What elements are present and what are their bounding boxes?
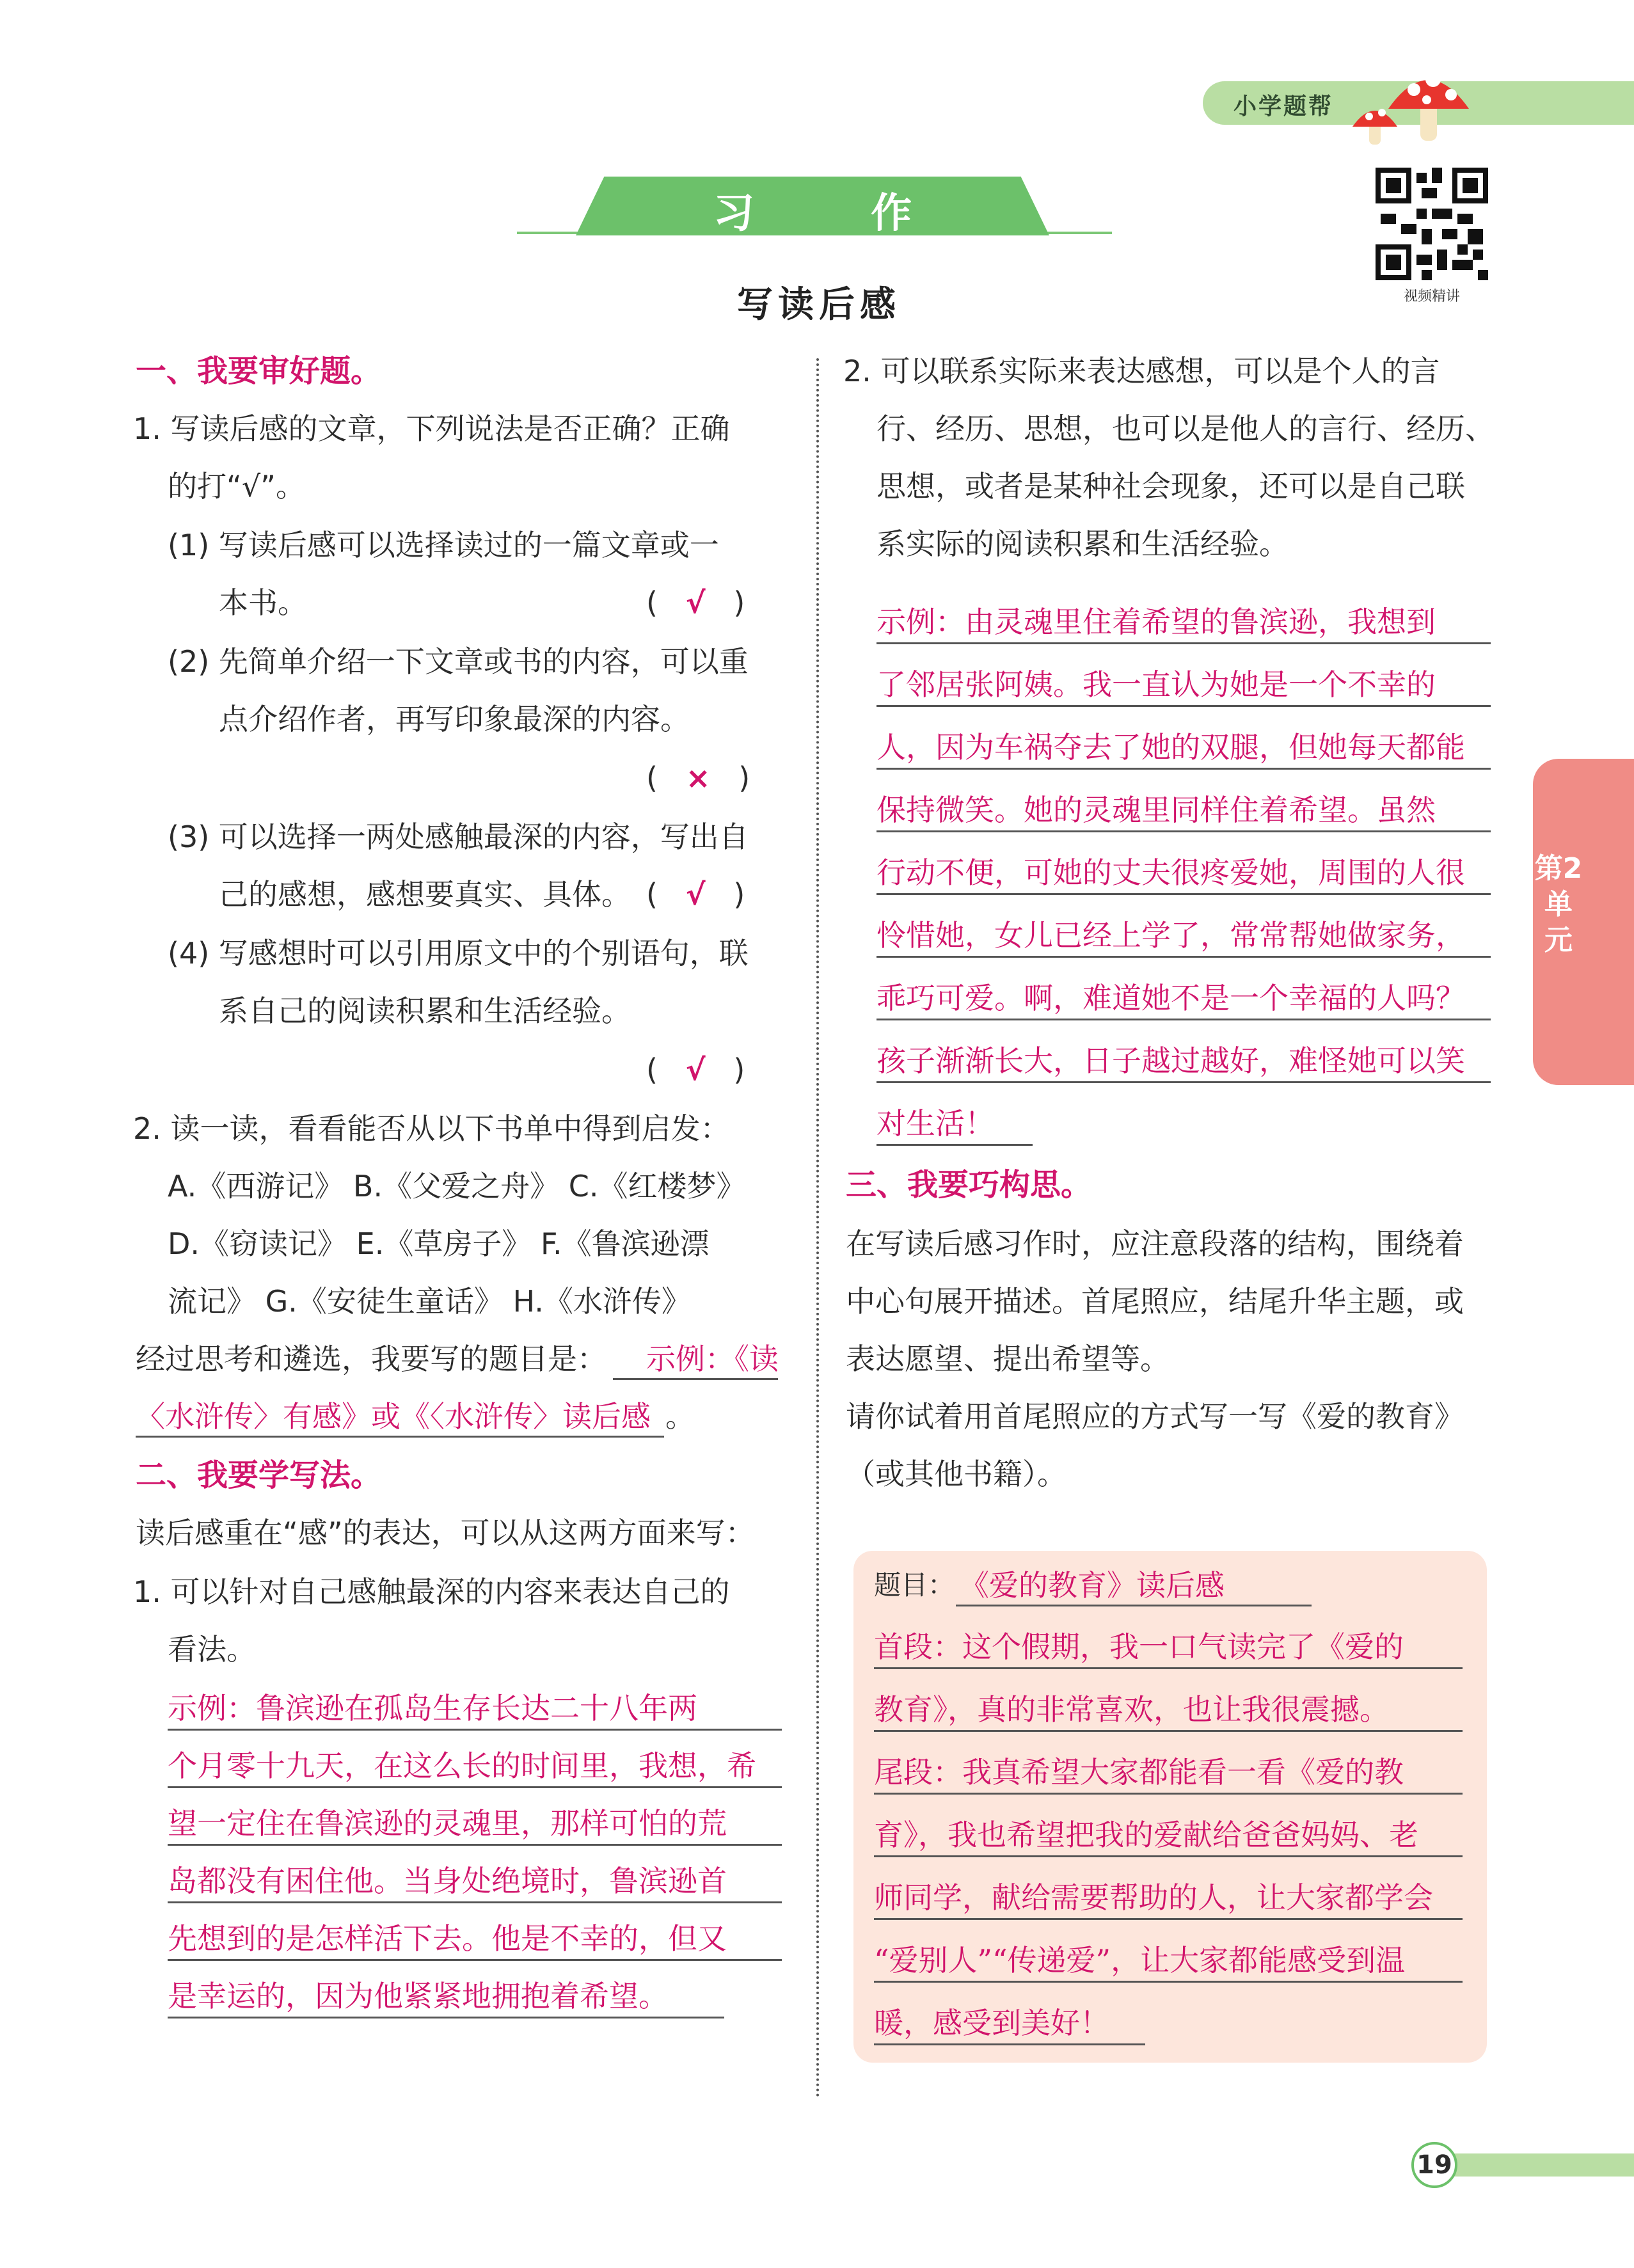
s3-line3: 表达愿望、提出希望等。 [846,1342,1170,1376]
item3-line2: 己的感想，感想要真实、具体。 [219,877,631,912]
ex1-line: 先想到的是怎样活下去。他是不幸的，但又 [168,1921,727,1956]
essay-line: 师同学，献给需要帮助的人，让大家都学会 [874,1880,1433,1915]
item4-answer: ( √ ) [646,1052,745,1087]
ex2-line: 行动不便，可她的丈夫很疼爱她，周围的人很 [876,855,1465,890]
books-line2: D.《窃读记》 E.《草房子》 F.《鲁滨逊漂 [168,1226,710,1261]
answer-underline [876,1019,1491,1020]
item1-line2: 本书。 [219,585,307,620]
method2-line4: 系实际的阅读积累和生活经验。 [876,527,1289,561]
item4-line1: (4) 写感想时可以引用原文中的个别语句，联 [168,936,749,971]
item4-line2: 系自己的阅读积累和生活经验。 [219,994,631,1028]
answer-underline [956,1605,1312,1606]
item2-line2: 点介绍作者，再写印象最深的内容。 [219,702,690,736]
page-number: 19 [1411,2142,1457,2188]
q1-line2: 的打“√”。 [168,469,305,504]
qr-label: 视频精讲 [1403,289,1460,305]
ex2-line: 孩子渐渐长大，日子越过越好，难怪她可以笑 [876,1043,1465,1078]
answer-underline [168,1901,782,1903]
item3-line1: (3) 可以选择一两处感触最深的内容，写出自 [168,820,749,854]
choose-answer-1: 示例：《读 [646,1342,779,1376]
ex1-line: 岛都没有困住他。当身处绝境时，鲁滨逊首 [168,1864,727,1898]
essay-line: 育》，我也希望把我的爱献给爸爸妈妈、老 [874,1818,1418,1852]
answer-underline [876,705,1491,707]
answer-underline [168,1729,782,1731]
essay-line: 首段：这个假期，我一口气读完了《爱的 [874,1630,1404,1664]
answer-underline [876,956,1491,958]
column-divider [816,358,819,2098]
qr-code-icon [1376,168,1488,280]
section-3-heading: 三、我要巧构思。 [846,1167,1092,1203]
answer-underline [168,1959,782,1961]
brand-text: 小学题帮 [1233,93,1334,120]
page-subtitle: 写读后感 [737,283,901,326]
answer-underline [168,1844,782,1846]
answer-underline [613,1378,778,1380]
method2-line2: 行、经历、思想，也可以是他人的言行、经历、 [876,411,1495,446]
choose-end: 。 [665,1399,695,1434]
essay-title: 《爱的教育》读后感 [960,1568,1225,1603]
answer-underline [874,1981,1463,1983]
essay-title-label: 题目： [874,1569,955,1601]
ex1-line: 示例：鲁滨逊在孤岛生存长达二十八年两 [168,1691,697,1725]
books-line3: 流记》 G.《安徒生童话》 H.《水浒传》 [168,1284,691,1319]
answer-underline [876,642,1491,644]
ex2-line: 人，因为车祸夺去了她的双腿，但她每天都能 [876,730,1465,765]
answer-underline [876,768,1491,770]
s2-intro: 读后感重在“感”的表达，可以从这两方面来写： [136,1516,755,1550]
ex2-line: 了邻居张阿姨。我一直认为她是一个不幸的 [876,667,1436,702]
s3-line1: 在写读后感习作时，应注意段落的结构，围绕着 [846,1226,1464,1261]
ex2-line: 乖巧可爱。啊，难道她不是一个幸福的人吗？ [876,981,1465,1015]
answer-underline [874,2043,1145,2045]
mushroom-icon [1337,58,1484,147]
ex2-line: 保持微笑。她的灵魂里同样住着希望。虽然 [876,793,1436,827]
essay-line: 尾段：我真希望大家都能看一看《爱的教 [874,1755,1404,1789]
item3-answer: ( √ ) [646,877,745,912]
essay-line: 教育》，真的非常喜欢，也让我很震撼。 [874,1692,1389,1727]
essay-line: 暖，感受到美好！ [874,2006,1109,2040]
s3-line4: 请你试着用首尾照应的方式写一写《爱的教育》 [846,1399,1464,1434]
ex2-line: 对生活！ [876,1106,994,1141]
ex2-line: 示例：由灵魂里住着希望的鲁滨逊，我想到 [876,605,1436,639]
method2-line1: 2. 可以联系实际来表达感想，可以是个人的言 [843,354,1440,388]
answer-underline [876,1144,1033,1146]
ex2-line: 怜惜她，女儿已经上学了，常常帮她做家务， [876,918,1465,953]
answer-underline [876,830,1491,832]
answer-underline [874,1667,1463,1669]
answer-underline [874,1855,1463,1857]
ex1-line: 个月零十九天，在这么长的时间里，我想，希 [168,1749,756,1783]
answer-underline [168,2017,724,2018]
item1-line1: (1) 写读后感可以选择读过的一篇文章或一 [168,528,719,562]
answer-underline [168,1786,782,1788]
s3-line2: 中心句展开描述。首尾照应，结尾升华主题，或 [846,1284,1464,1319]
answer-underline [874,1793,1463,1795]
s3-line5: （或其他书籍）。 [846,1457,1067,1491]
unit-tab-label: 第2单元 [1534,852,1583,956]
choose-prompt: 经过思考和遴选，我要写的题目是： [136,1342,607,1376]
item2-answer: ( × ) [646,761,750,795]
answer-underline [874,1730,1463,1732]
method2-line3: 思想，或者是某种社会现象，还可以是自己联 [876,469,1465,504]
books-line1: A.《西游记》 B.《父爱之舟》 C.《红楼梦》 [168,1169,746,1203]
q2-line1: 2. 读一读，看看能否从以下书单中得到启发： [133,1111,730,1146]
section-1-heading: 一、我要审好题。 [136,353,382,389]
section-title: 习 作 [713,190,964,237]
item2-line1: (2) 先简单介绍一下文章或书的内容，可以重 [168,644,749,679]
method1-line2: 看法。 [168,1632,256,1667]
answer-underline [876,1081,1491,1083]
answer-underline [874,1918,1463,1920]
choose-answer-2: 〈水浒传〉有感》或《〈水浒传〉读后感 [136,1399,651,1434]
page-number-bar [1433,2153,1634,2177]
answer-underline [136,1436,664,1438]
q1-line1: 1. 写读后感的文章，下列说法是否正确？正确 [133,411,730,446]
item1-answer: ( √ ) [646,585,745,620]
essay-line: “爱别人”“传递爱”，让大家都能感受到温 [874,1943,1406,1978]
ex1-line: 望一定住在鲁滨逊的灵魂里，那样可怕的荒 [168,1806,727,1841]
section-2-heading: 二、我要学写法。 [136,1457,382,1493]
ex1-line: 是幸运的，因为他紧紧地拥抱着希望。 [168,1979,668,2013]
method1-line1: 1. 可以针对自己感触最深的内容来表达自己的 [133,1574,730,1609]
answer-underline [876,893,1491,895]
